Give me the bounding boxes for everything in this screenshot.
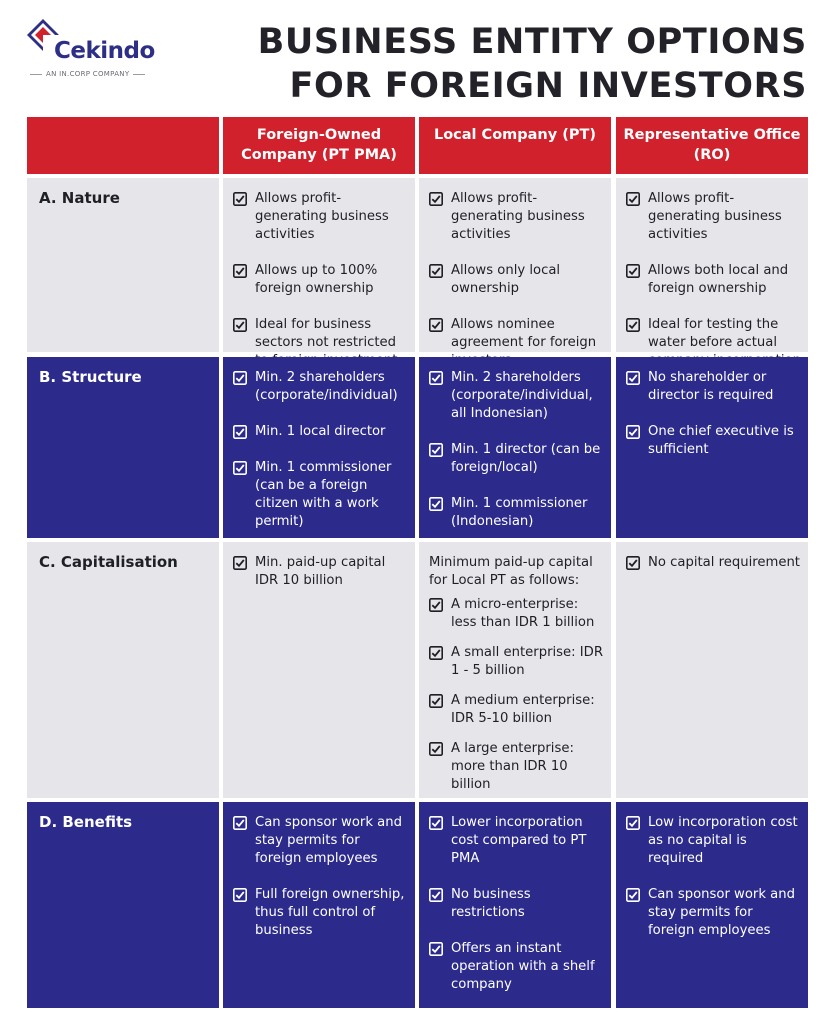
list-item: Lower incorporation cost compared to PT PMA [429, 814, 605, 868]
cell-nature-ro [616, 178, 808, 352]
column-header-ro: Representative Office (RO) [616, 117, 808, 174]
checkbox-icon [626, 556, 640, 570]
list-item: No capital requirement [626, 554, 802, 572]
list-item: Allows up to 100% foreign ownership [233, 262, 409, 298]
checkbox-icon [626, 425, 640, 439]
brand-name: Cekindo [54, 38, 155, 64]
list-item: Allows profit-generating business activities [626, 190, 802, 244]
cell-benefits-ro [616, 802, 808, 1008]
list-item: No business restrictions [429, 886, 605, 922]
cell-nature-pt-pma [223, 178, 415, 352]
checkbox-icon [626, 371, 640, 385]
list-item: Min. paid-up capital IDR 10 billion [233, 554, 409, 590]
list-item: Allows nominee agreement for foreign [429, 316, 605, 370]
cell-benefits-local-pt [419, 802, 611, 1008]
checkbox-icon [626, 192, 640, 206]
list-item: A large enterprise: more than IDR 10 billion [429, 740, 605, 794]
row-label-nature: A. Nature [27, 178, 219, 352]
list-item: A micro-enterprise: less than IDR 1 billion [429, 596, 605, 632]
page-title [258, 20, 807, 108]
row-label-capitalisation: C. Capitalisation [27, 542, 219, 798]
checkbox-icon [429, 264, 443, 278]
list-item: Offers an instant operation with a shelf company [429, 940, 605, 994]
column-header-pt-pma: Foreign-Owned Company (PT PMA) [223, 117, 415, 174]
checkbox-icon [429, 742, 443, 756]
checkbox-icon [233, 816, 247, 830]
list-item: No shareholder or director is required [626, 369, 802, 405]
checkbox-icon [626, 888, 640, 902]
list-item: Min. 2 shareholders (corporate/individual, all Indonesian) [429, 369, 605, 423]
row-label-benefits: D. Benefits [27, 802, 219, 1008]
checkbox-icon [429, 816, 443, 830]
checkbox-icon [429, 318, 443, 332]
checkbox-icon [233, 318, 247, 332]
cell-structure-local-pt [419, 357, 611, 538]
list-item: One chief executive is sufficient [626, 423, 802, 459]
list-item: Full foreign ownership, thus full control of business [233, 886, 409, 940]
checkbox-icon [429, 497, 443, 511]
list-item: Low incorporation cost as no capital is required [626, 814, 802, 868]
checkbox-icon [429, 888, 443, 902]
list-item: Allows profit-generating business activities [233, 190, 409, 244]
brand-tagline: AN IN.CORP COMPANY [26, 70, 149, 78]
checkbox-icon [626, 318, 640, 332]
checkbox-icon [626, 264, 640, 278]
list-item: A small enterprise: IDR 1 - 5 billion [429, 644, 605, 680]
checkbox-icon [429, 443, 443, 457]
brand-logo [24, 16, 174, 78]
checkbox-icon [233, 192, 247, 206]
title-line-1: BUSINESS ENTITY OPTIONS [257, 22, 807, 62]
cell-structure-pt-pma [223, 357, 415, 538]
checkbox-icon [626, 816, 640, 830]
checkbox-icon [429, 371, 443, 385]
checkbox-icon [233, 425, 247, 439]
cell-structure-ro [616, 357, 808, 538]
capital-intro-text: Minimum paid-up capital for Local PT as follows: [429, 555, 593, 588]
cell-benefits-pt-pma [223, 802, 415, 1008]
list-item: Allows only local ownership [429, 262, 605, 298]
list-item: Can sponsor work and stay permits for foreign employees [233, 814, 409, 868]
list-item: Min. 1 commissioner (can be a foreign citizen with a work permit) [233, 459, 409, 531]
list-item: A medium enterprise: IDR 5-10 billion [429, 692, 605, 728]
column-header-local-pt: Local Company (PT) [419, 117, 611, 174]
list-item: Min. 1 director (can be foreign/local) [429, 441, 605, 477]
row-label-structure: B. Structure [27, 357, 219, 538]
checkbox-icon [233, 264, 247, 278]
checkbox-icon [429, 646, 443, 660]
list-item: Min. 1 commissioner (Indonesian) [429, 495, 605, 531]
list-item: Ideal for testing the water before actual [626, 316, 802, 370]
title-line-2: FOR FOREIGN INVESTORS [289, 66, 807, 106]
checkbox-icon [429, 942, 443, 956]
header-corner [27, 117, 219, 174]
list-item: Min. 1 local director [233, 423, 409, 441]
list-item: Allows profit-generating business activities [429, 190, 605, 244]
checkbox-icon [233, 371, 247, 385]
list-item: Min. 2 shareholders (corporate/individual) [233, 369, 409, 405]
checkbox-icon [233, 888, 247, 902]
checkbox-icon [429, 598, 443, 612]
cell-capitalisation-pt-pma [223, 542, 415, 798]
cell-capitalisation-local-pt [419, 542, 611, 798]
list-item: Allows both local and foreign ownership [626, 262, 802, 298]
checkbox-icon [233, 556, 247, 570]
list-item: Can sponsor work and stay permits for foreign employees [626, 886, 802, 940]
cell-capitalisation-ro [616, 542, 808, 798]
checkbox-icon [429, 192, 443, 206]
checkbox-icon [429, 694, 443, 708]
cell-nature-local-pt [419, 178, 611, 352]
checkbox-icon [233, 461, 247, 475]
list-item: Ideal for business sectors not restricted [233, 316, 409, 370]
